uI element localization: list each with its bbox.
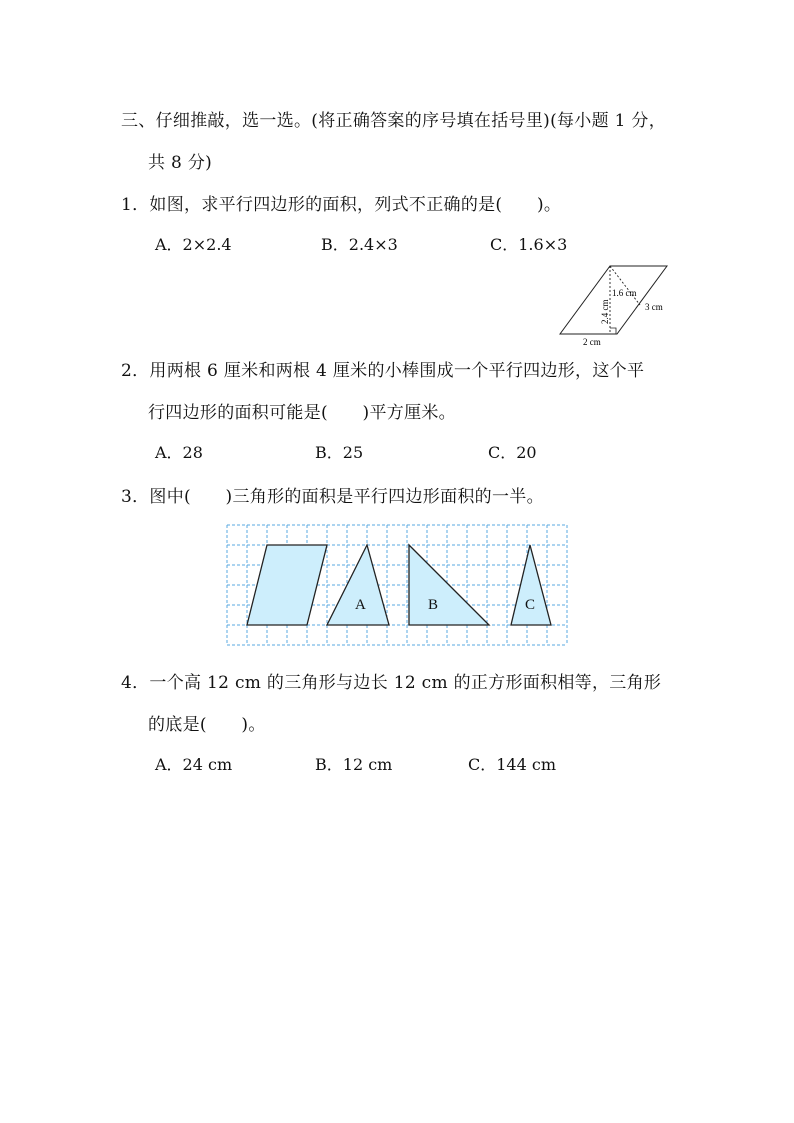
- base-label-2: 2 cm: [583, 337, 601, 347]
- question-2-option-a[interactable]: A．28: [155, 443, 203, 462]
- side-label-3: 3 cm: [645, 302, 663, 312]
- question-4-option-a[interactable]: A．24 cm: [155, 755, 233, 774]
- right-angle-mark-bottom: [610, 328, 616, 334]
- parallelogram-shape: [247, 545, 327, 625]
- height-label-2-4: 2.4 cm: [600, 299, 610, 324]
- question-4-option-c[interactable]: C．144 cm: [468, 755, 557, 774]
- triangle-c-label: C: [525, 597, 536, 613]
- grid-figure: [220, 518, 580, 652]
- question-1-option-b[interactable]: B．2.4×3: [321, 235, 398, 254]
- question-1-option-c[interactable]: C．1.6×3: [490, 235, 568, 254]
- question-3-stem: 3．图中( )三角形的面积是平行四边形面积的一半。: [121, 487, 544, 507]
- height-line-perpendicular: [610, 266, 640, 305]
- triangle-b-label: B: [428, 597, 439, 613]
- height-label-1-6: 1.6 cm: [612, 288, 637, 298]
- parallelogram-figure: [555, 258, 685, 350]
- question-2-option-b[interactable]: B．25: [315, 443, 364, 462]
- question-2-stem-line1: 2．用两根 6 厘米和两根 4 厘米的小棒围成一个平行四边形，这个平: [121, 361, 645, 381]
- question-4-stem-line2: 的底是( )。: [148, 715, 266, 735]
- question-1-stem: 1．如图，求平行四边形的面积，列式不正确的是( )。: [121, 195, 562, 215]
- section-heading-line2: 共 8 分): [148, 153, 213, 173]
- section-heading-line1: 三、仔细推敲，选一选。(将正确答案的序号填在括号里)(每小题 1 分，: [121, 111, 667, 131]
- question-2-stem-line2: 行四边形的面积可能是( )平方厘米。: [148, 403, 456, 423]
- parallelogram-shape: [560, 266, 667, 334]
- question-2-option-c[interactable]: C．20: [488, 443, 537, 462]
- question-1-option-a[interactable]: A．2×2.4: [155, 235, 232, 254]
- triangle-a-label: A: [355, 597, 366, 613]
- question-4-option-b[interactable]: B．12 cm: [315, 755, 393, 774]
- question-4-stem-line1: 4．一个高 12 cm 的三角形与边长 12 cm 的正方形面积相等，三角形: [121, 673, 662, 693]
